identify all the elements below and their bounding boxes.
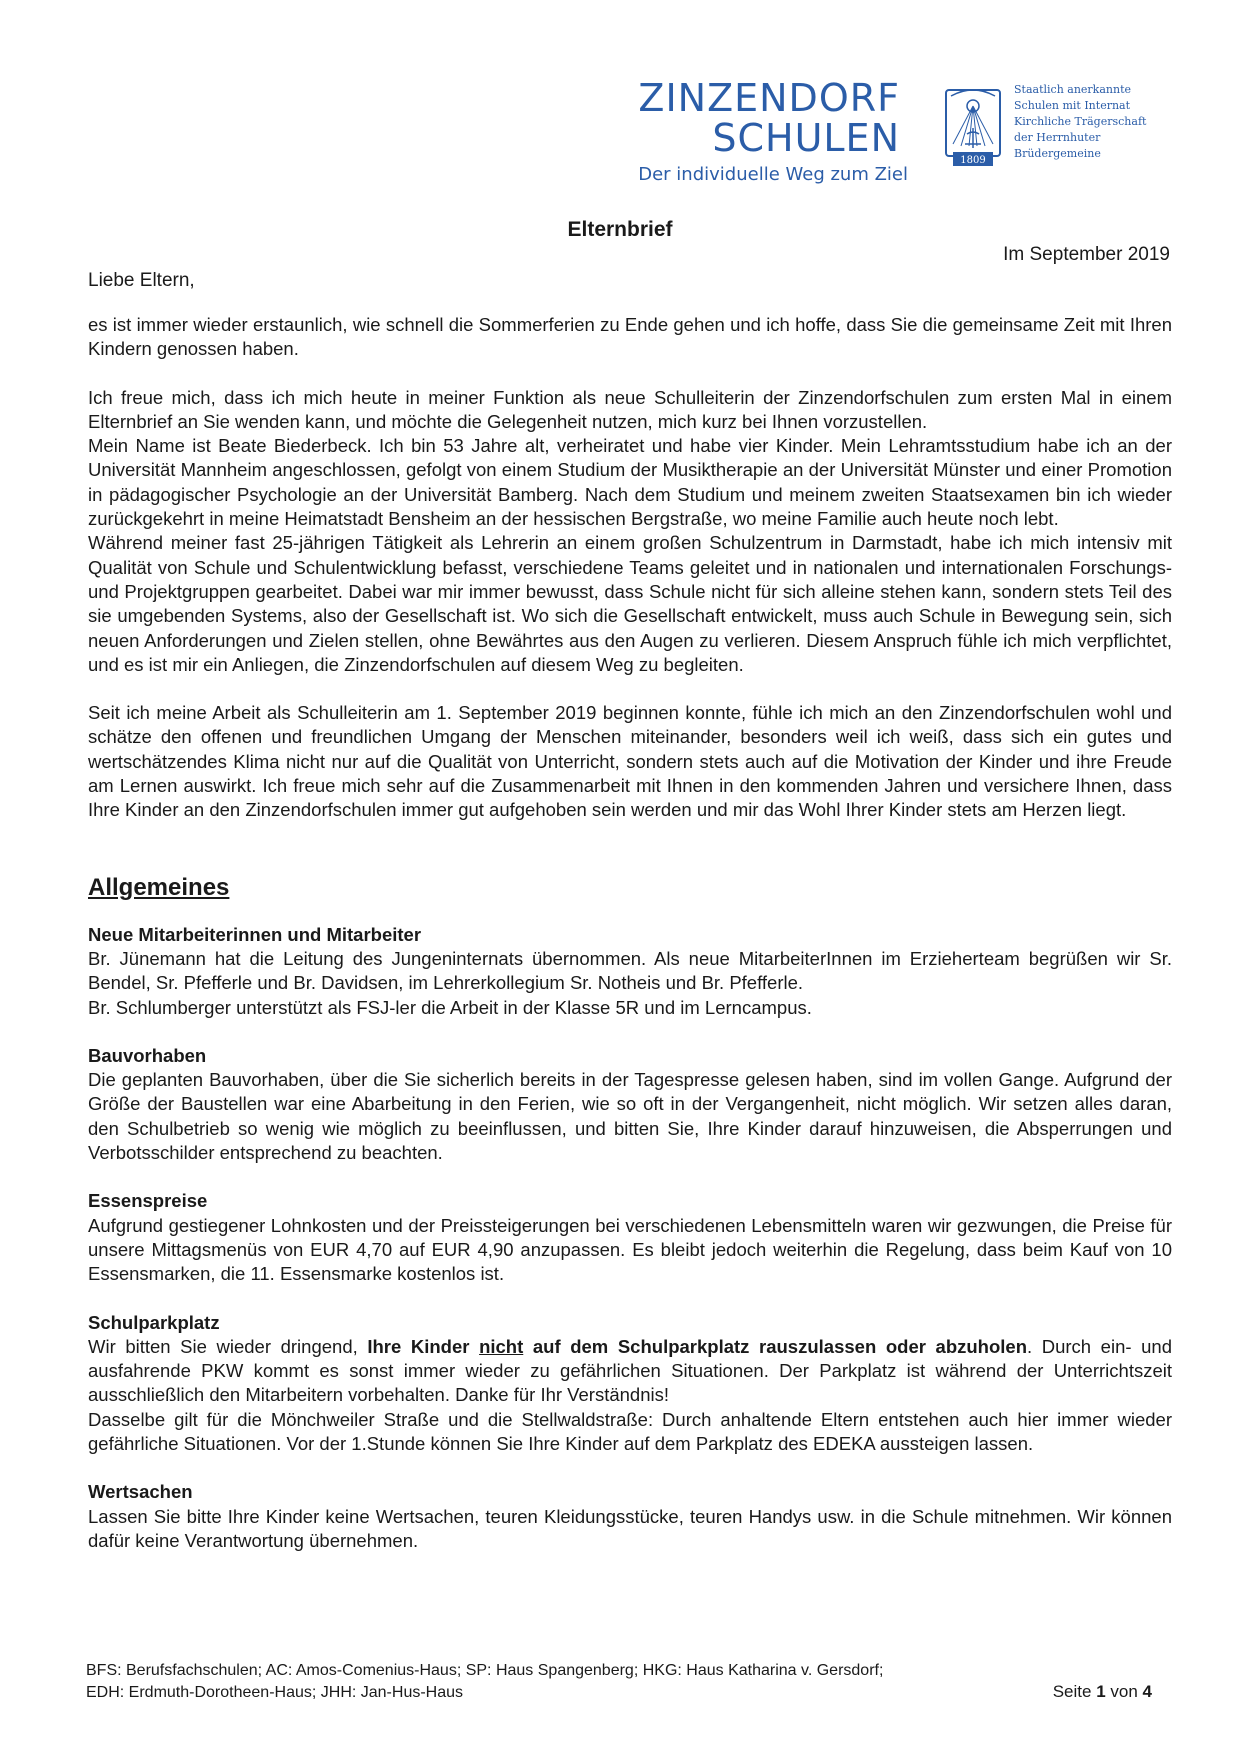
valuables-heading: Wertsachen xyxy=(88,1481,193,1503)
logo-info-line: Kirchliche Trägerschaft xyxy=(1014,115,1147,128)
section-heading: Allgemeines xyxy=(88,873,230,901)
page-total: 4 xyxy=(1142,1682,1152,1701)
letter-date: Im September 2019 xyxy=(1003,244,1170,265)
letter-body xyxy=(88,313,1172,1553)
parking-text-end: . Durch ein- und ausfahrende PKW kommt es sonst immer wieder zu gefährlichen Situationen. Der Parkplatz ist während der Unterrichtszeit ausschließlich den Mitarbeitern vorbehalten. Danke für Ihr Verständnis! xyxy=(88,1335,1172,1406)
construction-heading: Bauvorhaben xyxy=(88,1044,207,1066)
page-number xyxy=(1053,1682,1152,1702)
school-seal-icon xyxy=(943,84,1003,174)
logo-info xyxy=(1014,82,1184,162)
intro-paragraph: Während meiner fast 25-jährigen Tätigkeit als Lehrerin an einem großen Schulzentrum in Darmstadt, habe ich mich intensiv mit Qualität von Schule und Schulentwicklung befasst, verschiedene Teams geleitet und in nationalen und internationalen Forschungs- und Projektgruppen gearbeitet. Dabei war mir immer bewusst, dass Schule nicht für sich alleine stehen kann, sondern stets Teil des sie umgebenden Systems, also der Gesellschaft ist. Wo sich die Gesellschaft entwickelt, muss auch Schule in Bewegung sein, sich neuen Anforderungen und Zielen stellen, ohne Bewährtes aus den Augen zu verlieren. Diesem Anspruch fühle ich mich verpflichtet, und es ist mir ein Anliegen, die Zinzendorfschulen auf diesem Weg zu begleiten. xyxy=(88,532,1172,675)
page-prefix: Seite xyxy=(1052,1682,1097,1701)
school-logo xyxy=(638,76,1180,198)
document-title: Elternbrief xyxy=(567,218,673,241)
parking-text xyxy=(88,1335,1172,1408)
footer-line: EDH: Erdmuth-Dorotheen-Haus; JHH: Jan-Hus-Haus xyxy=(86,1684,464,1701)
intro-paragraph: es ist immer wieder erstaunlich, wie schnell die Sommerferien zu Ende gehen und ich hoffe, dass Sie die gemeinsame Zeit mit Ihren Kindern genossen haben. xyxy=(88,314,1172,360)
logo-line1: ZINZENDORF xyxy=(638,76,900,120)
page-current: 1 xyxy=(1096,1682,1106,1701)
intro-paragraph: Mein Name ist Beate Biederbeck. Ich bin 53 Jahre alt, verheiratet und habe vier Kinder. Mein Lehramtsstudium habe ich an der Universität Mannheim angeschlossen, gefolgt von einem Studium der Musiktherapie an der Universität Münster und einer Promotion in pädagogischer Psychologie an der Universität Bamberg. Nach dem Studium und meinem zweiten Staatsexamen bin ich wieder zurückgekehrt in meine Heimatstadt Bensheim an der hessischen Bergstraße, wo meine Familie auch heute noch lebt. xyxy=(88,435,1172,530)
logo-info-line: der Herrnhuter xyxy=(1014,131,1101,144)
parking-bold-start: Ihre Kinder xyxy=(367,1335,480,1357)
logo-info-line: Brüdergemeine xyxy=(1014,147,1101,160)
parking-bold-end: auf dem Schulparkplatz rauszulassen oder abzuholen xyxy=(523,1335,1027,1357)
parking-bold-underline: nicht xyxy=(479,1335,524,1357)
logo-line2: SCHULEN xyxy=(712,116,900,160)
footer-abbreviations xyxy=(86,1660,1166,1704)
logo-tagline: Der individuelle Weg zum Ziel xyxy=(638,164,908,185)
salutation: Liebe Eltern, xyxy=(88,270,195,291)
staff-text: Br. Jünemann hat die Leitung des Jungeninternats übernommen. Als neue MitarbeiterInnen im Erzieherteam begrüßen wir Sr. Bendel, Sr. Pfefferle und Br. Davidsen, im Lehrerkollegium Sr. Notheis und Br. Pfefferle. xyxy=(88,947,1172,994)
meals-text: Aufgrund gestiegener Lohnkosten und der Preissteigerungen bei verschiedenen Lebensmitteln waren wir gezwungen, die Preise für unsere Mittagsmenüs von EUR 4,70 auf EUR 4,90 anzupassen. Es bleibt jedoch weiterhin die Regelung, dass beim Kauf von 10 Essensmarken, die 11. Essensmarke kostenlos ist. xyxy=(88,1214,1172,1285)
logo-wordmark xyxy=(638,78,900,158)
page-mid: von xyxy=(1105,1682,1143,1701)
staff-text: Br. Schlumberger unterstützt als FSJ-ler die Arbeit in der Klasse 5R und im Lerncampus. xyxy=(88,996,812,1018)
construction-text: Die geplanten Bauvorhaben, über die Sie sicherlich bereits in der Tagespresse gelesen haben, sind im vollen Gange. Aufgrund der Größe der Baustellen war eine Abarbeitung in den Ferien, wie so oft in der Vergangenheit, nicht möglich. Wir setzen alles daran, den Schulbetrieb so wenig wie möglich zu beeinflussen, und bitten Sie, Ihre Kinder darauf hinzuweisen, die Absperrungen und Verbotsschilder entsprechend zu beachten. xyxy=(88,1069,1172,1164)
logo-info-line: Schulen mit Internat xyxy=(1014,99,1131,112)
meals-heading: Essenspreise xyxy=(88,1190,208,1212)
footer-line: BFS: Berufsfachschulen; AC: Amos-Comenius-Haus; SP: Haus Spangenberg; HKG: Haus Katharina v. Gersdorf; xyxy=(86,1662,884,1679)
logo-info-line: Staatlich anerkannte xyxy=(1014,83,1132,96)
seal-year: 1809 xyxy=(960,155,986,166)
staff-heading: Neue Mitarbeiterinnen und Mitarbeiter xyxy=(88,923,422,945)
parking-heading: Schulparkplatz xyxy=(88,1311,220,1333)
parking-text-2: Dasselbe gilt für die Mönchweiler Straße und die Stellwaldstraße: Durch anhaltende Eltern entstehen auch hier immer wieder gefährliche Situationen. Vor der 1.Stunde können Sie Ihre Kinder auf dem Parkplatz des EDEKA aussteigen lassen. xyxy=(88,1408,1172,1454)
valuables-text: Lassen Sie bitte Ihre Kinder keine Wertsachen, teuren Kleidungsstücke, teuren Handys usw. in die Schule mitnehmen. Wir können dafür keine Verantwortung übernehmen. xyxy=(88,1505,1172,1551)
intro-paragraph: Seit ich meine Arbeit als Schulleiterin am 1. September 2019 beginnen konnte, fühle ich mich an den Zinzendorfschulen wohl und schätze den offenen und freundlichen Umgang der Menschen miteinander, besonders weil ich weiß, dass sich ein gutes und wertschätzendes Klima nicht nur auf die Qualität von Unterricht, sondern stets auch auf die Motivation der Kinder und ihre Freude am Lernen auswirkt. Ich freue mich sehr auf die Zusammenarbeit mit Ihnen in den kommenden Jahren und versichere Ihnen, dass Ihre Kinder an den Zinzendorfschulen immer gut aufgehoben sein werden und mir das Wohl Ihrer Kinder stets am Herzen liegt. xyxy=(88,702,1172,821)
intro-paragraph: Ich freue mich, dass ich mich heute in meiner Funktion als neue Schulleiterin der Zinzendorfschulen zum ersten Mal in einem Elternbrief an Sie wenden kann, und möchte die Gelegenheit nutzen, mich kurz bei Ihnen vorzustellen. xyxy=(88,386,1172,432)
parking-text-start: Wir bitten Sie wieder dringend, xyxy=(88,1335,368,1357)
